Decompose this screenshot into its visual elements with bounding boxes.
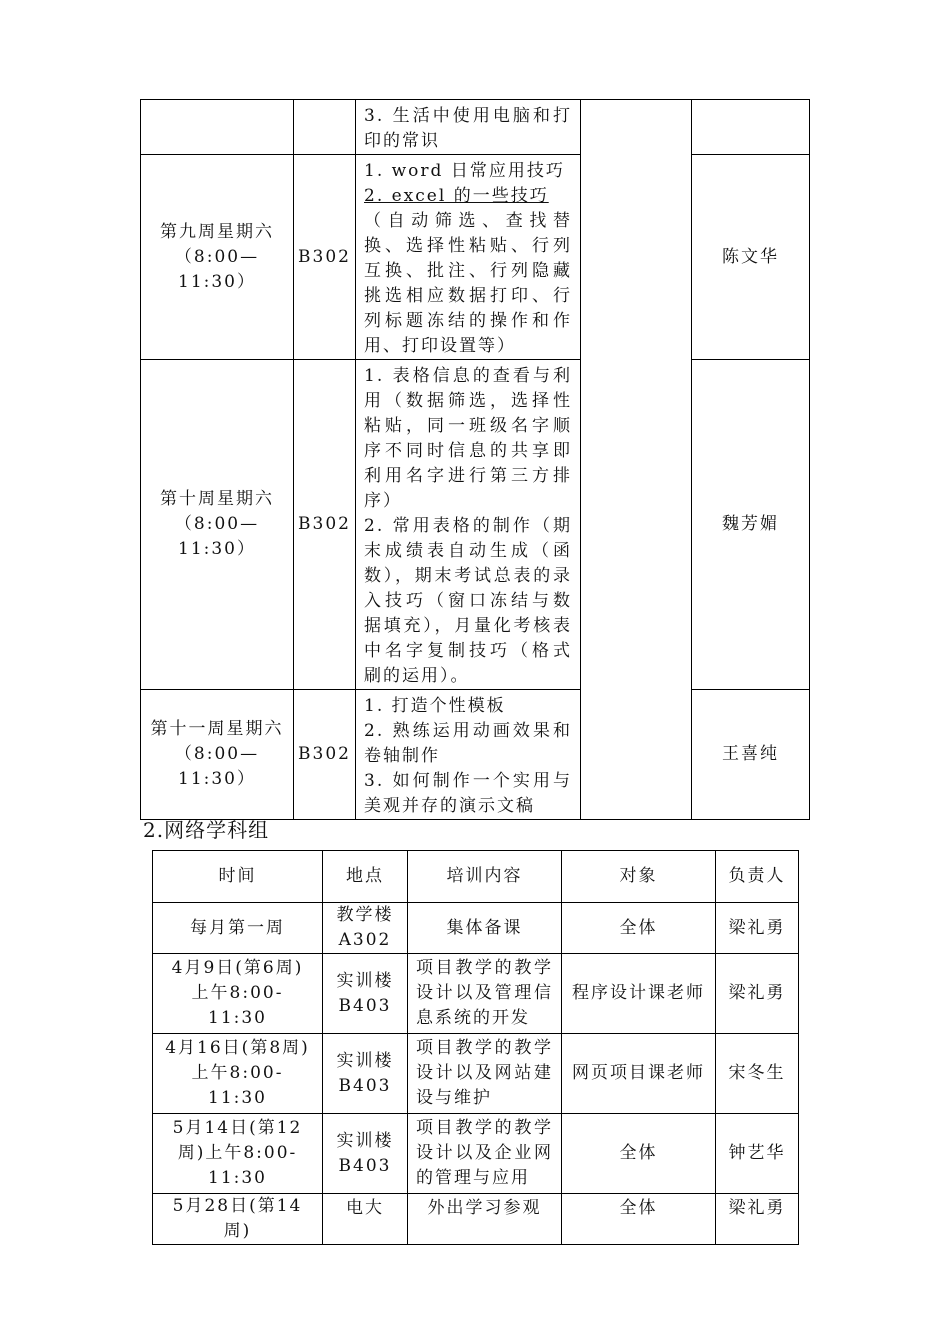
content-cell: 项目教学的教学设计以及企业网的管理与应用 (408, 1114, 562, 1194)
content-cell: 项目教学的教学设计以及网站建设与维护 (408, 1034, 562, 1114)
place-cell: 电大 (323, 1194, 408, 1245)
time-cell: 每月第一周 (153, 903, 323, 954)
time-cell (141, 360, 294, 690)
content-cell (356, 360, 581, 690)
table-row (153, 903, 799, 954)
place-cell: B302 (294, 690, 356, 820)
owner-cell: 钟艺华 (716, 1114, 799, 1194)
table-row (153, 954, 799, 1034)
owner-cell: 宋冬生 (716, 1034, 799, 1114)
content-line: 3. 如何制作一个实用与美观并存的演示文稿 (364, 771, 572, 816)
time-cell: 5月28日(第14周) (153, 1194, 323, 1245)
header-target: 对象 (562, 851, 716, 903)
teacher-cell: 陈文华 (692, 155, 810, 360)
content-line: 1. word 日常应用技巧 (364, 161, 565, 181)
content-cell: 外出学习参观 (408, 1194, 562, 1245)
content-line: 1. 打造个性模板 (364, 696, 506, 716)
place-cell: 实训楼B403 (323, 1114, 408, 1194)
network-group-table (152, 850, 799, 1245)
place-cell (294, 100, 356, 155)
target-cell: 全体 (562, 903, 716, 954)
table-row (153, 1114, 799, 1194)
header-place: 地点 (323, 851, 408, 903)
time-cell: 4月9日(第6周)上午8:00-11:30 (153, 954, 323, 1034)
table-row (141, 100, 810, 155)
teacher-cell (692, 100, 810, 155)
content-line: 1. 表格信息的查看与利用（数据筛选，选择性粘贴，同一班级名字顺序不同时信息的共享即利用名字进行第三方排序） (364, 366, 572, 511)
content-line: 2. excel 的一些技巧 (364, 186, 549, 206)
content-cell: 项目教学的教学设计以及管理信息系统的开发 (408, 954, 562, 1034)
content-line: （自动筛选、查找替换、选择性粘贴、行列互换、批注、行列隐藏挑选相应数据打印、行列标题冻结的操作和作用、打印设置等） (364, 211, 572, 356)
target-cell: 全体 (562, 1194, 716, 1245)
owner-cell: 梁礼勇 (716, 954, 799, 1034)
content-cell (356, 100, 581, 155)
content-cell: 集体备课 (408, 903, 562, 954)
table-row (153, 1034, 799, 1114)
time-text: 第九周星期六（8:00—11:30） (160, 221, 274, 292)
target-cell: 程序设计课老师 (562, 954, 716, 1034)
target-cell: 全体 (562, 1114, 716, 1194)
owner-cell: 梁礼勇 (716, 903, 799, 954)
place-cell: B302 (294, 155, 356, 360)
content-line: 2. 熟练运用动画效果和卷轴制作 (364, 721, 572, 766)
teacher-cell: 魏芳媚 (692, 360, 810, 690)
content-line: 3. 生活中使用电脑和打印的常识 (364, 106, 572, 151)
owner-cell: 梁礼勇 (716, 1194, 799, 1245)
header-owner: 负责人 (716, 851, 799, 903)
header-row (153, 851, 799, 903)
table-row (141, 360, 810, 690)
place-cell: B302 (294, 360, 356, 690)
teacher-cell: 王喜纯 (692, 690, 810, 820)
header-time: 时间 (153, 851, 323, 903)
content-cell (356, 155, 581, 360)
section-heading: 2.网络学科组 (143, 818, 270, 842)
content-line: 2. 常用表格的制作（期末成绩表自动生成（函数），期末考试总表的录入技巧（窗口冻结与数据填充），月量化考核表中名字复制技巧（格式刷的运用）。 (364, 516, 572, 686)
time-text: 第十周星期六（8:00—11:30） (160, 489, 274, 559)
content-cell (356, 690, 581, 820)
time-cell: 4月16日(第8周)上午8:00-11:30 (153, 1034, 323, 1114)
target-cell: 网页项目课老师 (562, 1034, 716, 1114)
table-row (141, 690, 810, 820)
time-cell (141, 155, 294, 360)
place-cell: 教学楼A302 (323, 903, 408, 954)
target-cell-merged (581, 100, 692, 820)
place-cell: 实训楼B403 (323, 1034, 408, 1114)
time-text: 第十一周星期六（8:00—11:30） (150, 719, 284, 789)
training-schedule-table (140, 99, 810, 820)
table-row (141, 155, 810, 360)
time-cell (141, 690, 294, 820)
table-row (153, 1194, 799, 1245)
time-cell (141, 100, 294, 155)
place-cell: 实训楼B403 (323, 954, 408, 1034)
header-content: 培训内容 (408, 851, 562, 903)
time-cell: 5月14日(第12周)上午8:00-11:30 (153, 1114, 323, 1194)
